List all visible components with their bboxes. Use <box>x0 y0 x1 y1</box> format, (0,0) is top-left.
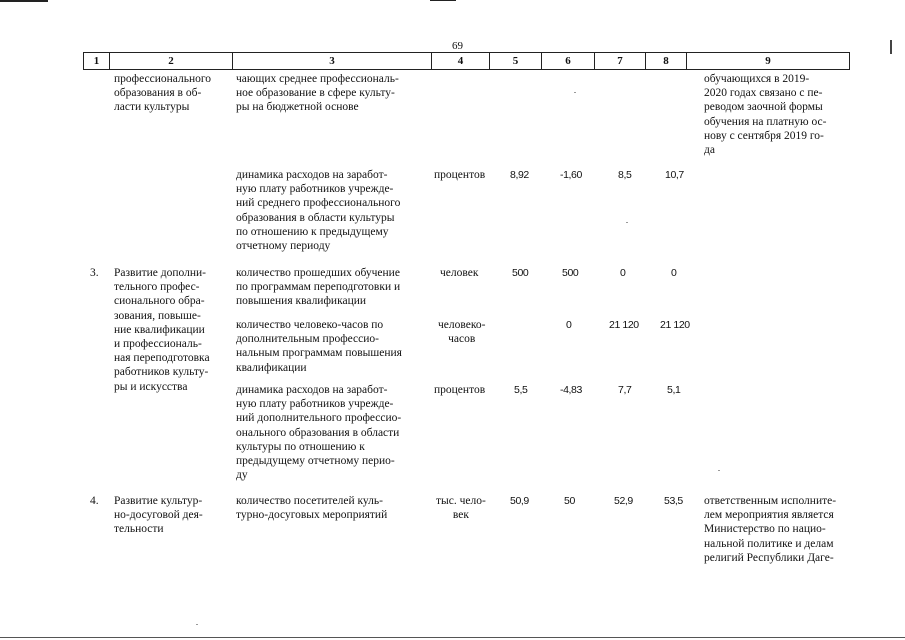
value-col6: -1,60 <box>560 169 582 181</box>
unit: процентов <box>434 384 486 396</box>
value-col5: 500 <box>512 267 529 279</box>
column-header: 4 <box>432 53 490 69</box>
indicator-name: количество человеко-часов по дополнительным профессио- нальным программам повышения квалификации <box>236 319 402 374</box>
unit: процентов <box>434 169 486 181</box>
scan-edge-line <box>0 0 48 2</box>
value-col6: 0 <box>566 319 572 331</box>
unit: человеко- часов <box>438 319 486 346</box>
indicator-name: количество прошедших обучение по программам переподготовки и повышения квалификации <box>236 267 401 308</box>
column-header: 9 <box>765 55 771 67</box>
value-col8: 10,7 <box>665 169 684 181</box>
indicator-name: динамика расходов на заработ- ную плату работников учрежде- ний среднего профессионального образования в области культуры по отношению к предыдущему отчетному периоду <box>236 169 401 253</box>
value-col5: 8,92 <box>510 169 529 181</box>
value-col7: 52,9 <box>614 495 633 507</box>
scan-speck <box>574 92 576 93</box>
scan-speck <box>196 624 198 625</box>
value-col6: -4,83 <box>560 384 582 396</box>
column-header: 2 <box>110 53 233 69</box>
scan-speck <box>718 470 720 471</box>
scan-edge-line <box>430 0 456 1</box>
value-col7: 0 <box>620 267 626 279</box>
value-col5: 50,9 <box>510 495 529 507</box>
value-col5: 5,5 <box>514 384 528 396</box>
note: обучающихся в 2019- 2020 годах связано с пе- реводом заочной формы обучения на платную ос- нову с сентября 2019 го- да <box>704 73 827 157</box>
column-header: 6 <box>542 53 595 69</box>
column-header: 7 <box>595 53 646 69</box>
value-col8: 53,5 <box>664 495 683 507</box>
value-col8: 21 120 <box>660 319 690 331</box>
activity-name: профессионального образования в об- ласти культуры <box>114 73 212 114</box>
activity-name: Развитие культур- но-досуговой дея- тельности <box>114 495 203 536</box>
table-header <box>83 52 850 70</box>
column-header: 1 <box>84 53 110 69</box>
row-number: 3. <box>90 267 99 279</box>
value-col7: 7,7 <box>618 384 632 396</box>
note: ответственным исполните- лем мероприятия является Министерство по нацио- нальной политике и делам религий Республики Даге- <box>704 495 837 564</box>
unit: тыс. чело- век <box>436 495 486 522</box>
value-col6: 50 <box>564 495 575 507</box>
scan-edge-line <box>890 40 892 54</box>
value-col8: 0 <box>671 267 677 279</box>
page-number: 69 <box>452 40 463 52</box>
activity-name: Развитие дополни- тельного профес- сионального обра- зования, повыше- ние квалификации и профессиональ- ная переподготовка работников культу- ры и искусства <box>114 267 210 393</box>
value-col7: 21 120 <box>609 319 639 331</box>
scan-speck <box>626 222 628 223</box>
row-number: 4. <box>90 495 99 507</box>
value-col8: 5,1 <box>667 384 681 396</box>
indicator-name: динамика расходов на заработ- ную плату работников учрежде- ний дополнительного профессио- онального образования в области культуры по отношению к предыдущему отчетному перио- ду <box>236 384 402 482</box>
indicator-name: количество посетителей куль- турно-досуговых мероприятий <box>236 495 388 522</box>
scan-edge-line <box>0 637 905 638</box>
value-col6: 500 <box>562 267 579 279</box>
value-col7: 8,5 <box>618 169 632 181</box>
unit: человек <box>440 267 479 279</box>
indicator-name: чающих среднее профессиональ- ное образование в сфере культу- ры на бюджетной основе <box>236 73 399 114</box>
column-header: 8 <box>646 53 687 69</box>
column-header: 3 <box>233 53 432 69</box>
column-header: 5 <box>490 53 542 69</box>
